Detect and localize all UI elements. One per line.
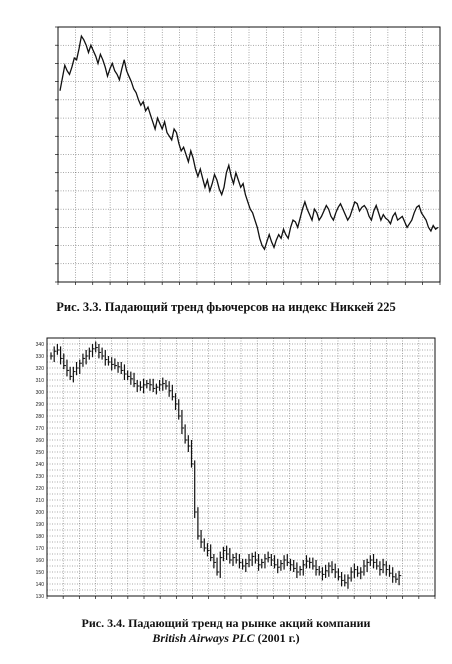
chart2-y-tick-label: 230	[35, 473, 44, 480]
chart2-y-tick-label: 290	[35, 401, 44, 408]
chart1-caption: Рис. 3.3. Падающий тренд фьючерсов на индекс Никкей 225	[56, 300, 396, 314]
chart1-grid	[58, 27, 440, 282]
chart2-y-tick-label: 300	[35, 389, 44, 396]
chart2-y-tick-label: 200	[35, 509, 44, 516]
chart2-y-tick-label: 320	[35, 365, 44, 372]
chart2-frame	[47, 338, 435, 596]
chart2-y-tick-label: 180	[35, 533, 44, 540]
chart2-y-tick-label: 160	[35, 557, 44, 564]
chart2-y-tick-label: 140	[35, 581, 44, 588]
chart2-y-tick-label: 240	[35, 461, 44, 468]
chart2-y-tick-label: 260	[35, 437, 44, 444]
british-airways-chart	[0, 330, 452, 610]
chart2-y-tick-label: 150	[35, 569, 44, 576]
chart2-y-tick-label: 310	[35, 377, 44, 384]
chart2-y-tick-label: 170	[35, 545, 44, 552]
chart2-y-tick-label: 280	[35, 413, 44, 420]
chart2-y-tick-label: 250	[35, 449, 44, 456]
chart2-y-tick-label: 270	[35, 425, 44, 432]
chart2-y-tick-label: 340	[35, 341, 44, 348]
chart2-caption-line1: Рис. 3.4. Падающий тренд на рынке акций компании	[81, 616, 371, 630]
ba-series-bars	[51, 342, 401, 589]
chart2-y-tick-label: 210	[35, 497, 44, 504]
chart2-y-ticks	[36, 342, 45, 600]
chart2-grid	[47, 338, 435, 596]
chart2-y-tick-label: 220	[35, 485, 44, 492]
chart2-y-tick-label: 330	[35, 353, 44, 360]
chart2-caption-line2: British Airways PLC (2001 г.)	[152, 631, 300, 645]
chart2-caption	[0, 616, 452, 646]
nikkei-chart	[0, 0, 452, 300]
chart2-y-tick-label: 190	[35, 521, 44, 528]
chart2-y-tick-label: 130	[35, 593, 44, 600]
